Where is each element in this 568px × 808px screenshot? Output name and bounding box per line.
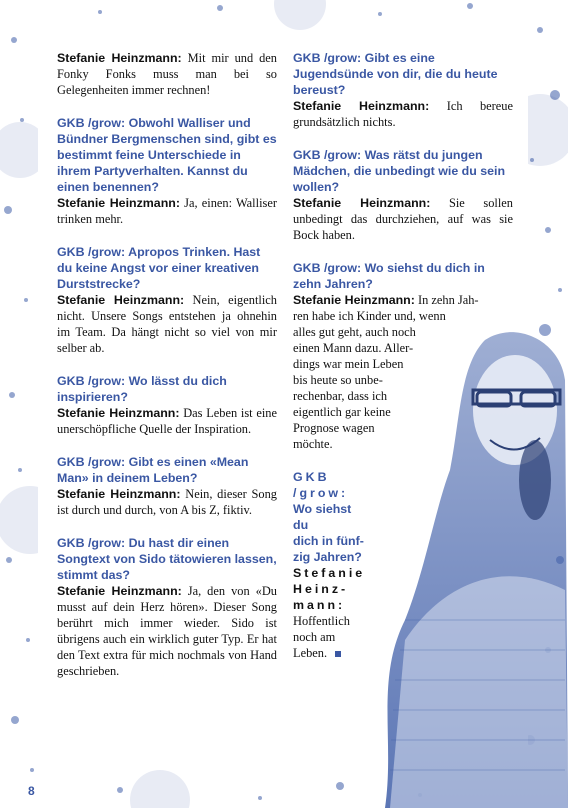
answer-line: ren habe ich Kinder und, wenn xyxy=(293,309,446,323)
left-column xyxy=(57,50,277,696)
answer xyxy=(293,195,513,243)
answer xyxy=(293,98,513,130)
answer-line: alles gut geht, auch noch xyxy=(293,325,416,339)
qa-block xyxy=(293,50,513,130)
question: GKB /grow: Gibt es einen «Mean Man» in deinem Leben? xyxy=(57,455,249,485)
speaker-name: Stefanie Heinzmann: xyxy=(57,51,182,65)
qa-block xyxy=(57,535,277,679)
answer-text: Ich bereue grundsätzlich nichts. xyxy=(293,99,513,129)
speaker-name: Stefanie Heinzmann: xyxy=(57,487,181,501)
answer-line: eigentlich gar keine xyxy=(293,405,391,419)
qa-block xyxy=(57,454,277,518)
answer-line: einen Mann dazu. Aller- xyxy=(293,341,414,355)
answer-line: rechenbar, dass ich xyxy=(293,389,388,403)
speaker-line: Heinz- xyxy=(293,582,349,596)
answer-text: Nein, eigentlich nicht. Unsere Songs entstehen ja ohnehin im Team. Da hängt nicht so viel von mir selber ab. xyxy=(57,293,277,355)
answer-line: möchte. xyxy=(293,437,333,451)
answer-text: Sie sollen unbedingt das durchziehen, auf was sie Bock haben. xyxy=(293,196,513,242)
speaker-name: Stefanie Heinzmann: xyxy=(57,293,185,307)
question: GKB /grow: Apropos Trinken. Hast du keine Angst vor einer kreativen Durststrecke? xyxy=(57,245,261,291)
right-column xyxy=(293,50,513,678)
answer-line: Hoffentlich xyxy=(293,614,350,628)
answer-text: Ja, einen: Walliser trinken mehr. xyxy=(57,196,277,226)
question: GKB /grow: Obwohl Walliser und Bündner Bergmenschen sind, gibt es bestimmt feine Unterschiede in ihrem Partyverhalten. Kannst du einen benennen? xyxy=(57,116,277,194)
qa-block xyxy=(293,260,513,452)
question-line: Wo siehst du xyxy=(293,502,352,532)
answer-line: noch am xyxy=(293,630,336,644)
answer xyxy=(57,405,277,437)
speaker-name: Stefanie Heinzmann: xyxy=(293,293,415,307)
answer-text: Das Leben ist eine unerschöpfliche Quelle der Inspiration. xyxy=(57,406,277,436)
page-number: 8 xyxy=(28,784,35,798)
speaker-name: Stefanie Heinzmann: xyxy=(57,196,180,210)
speaker-line: Stefanie xyxy=(293,566,366,580)
question-line: zig Jahren? xyxy=(293,550,362,564)
question: GKB /grow: Was rätst du jungen Mädchen, die unbedingt wie du sein wollen? xyxy=(293,148,506,194)
answer-text: Ja, den von «Du musst auf dein Herz hören». Dieser Song berührt mich immer wieder. Sido ist übrigens auch ein wirklich guter Typ. Er hat den Text extra für mich nochmals von Hand geschrieben. xyxy=(57,584,277,678)
speaker-name: Stefanie Heinzmann: xyxy=(293,196,431,210)
answer-line-text: Leben. xyxy=(293,646,328,660)
qa-block-final xyxy=(293,469,365,661)
answer-line xyxy=(293,645,365,661)
qa-block xyxy=(57,373,277,437)
answer xyxy=(57,195,277,227)
answer-text: Nein, dieser Song ist durch und durch, von A bis Z, fiktiv. xyxy=(57,487,277,517)
question: GKB /grow: Du hast dir einen Songtext von Sido tätowieren lassen, stimmt das? xyxy=(57,536,277,582)
answer-line: dings war mein Leben xyxy=(293,357,404,371)
qa-block xyxy=(57,244,277,356)
answer xyxy=(57,486,277,518)
answer xyxy=(293,292,513,452)
answer xyxy=(57,292,277,356)
question: GKB /grow: Wo lässt du dich inspirieren? xyxy=(57,374,227,404)
speaker-name: Stefanie Heinzmann: xyxy=(57,584,182,598)
answer xyxy=(57,50,277,98)
answer-line: In zehn Jah- xyxy=(417,293,479,307)
qa-block xyxy=(293,147,513,243)
qa-block xyxy=(57,115,277,227)
answer-line: bis heute so unbe- xyxy=(293,373,383,387)
end-of-article-square-icon xyxy=(335,651,341,657)
question-line: dich in fünf- xyxy=(293,534,364,548)
question-line: GKB /grow: xyxy=(293,470,349,500)
speaker-name: Stefanie Heinzmann: xyxy=(293,99,430,113)
answer-line: Prognose wagen xyxy=(293,421,375,435)
qa-block xyxy=(57,50,277,98)
speaker-name: Stefanie Heinzmann: xyxy=(57,406,180,420)
answer xyxy=(57,583,277,679)
speaker-line: mann: xyxy=(293,598,346,612)
question: GKB /grow: Gibt es eine Jugendsünde von dir, die du heute bereust? xyxy=(293,51,498,97)
question: GKB /grow: Wo siehst du dich in zehn Jahren? xyxy=(293,261,485,291)
answer-text: Mit mir und den Fonky Fonks muss man bei so Gelegenheiten immer rechnen! xyxy=(57,51,277,97)
